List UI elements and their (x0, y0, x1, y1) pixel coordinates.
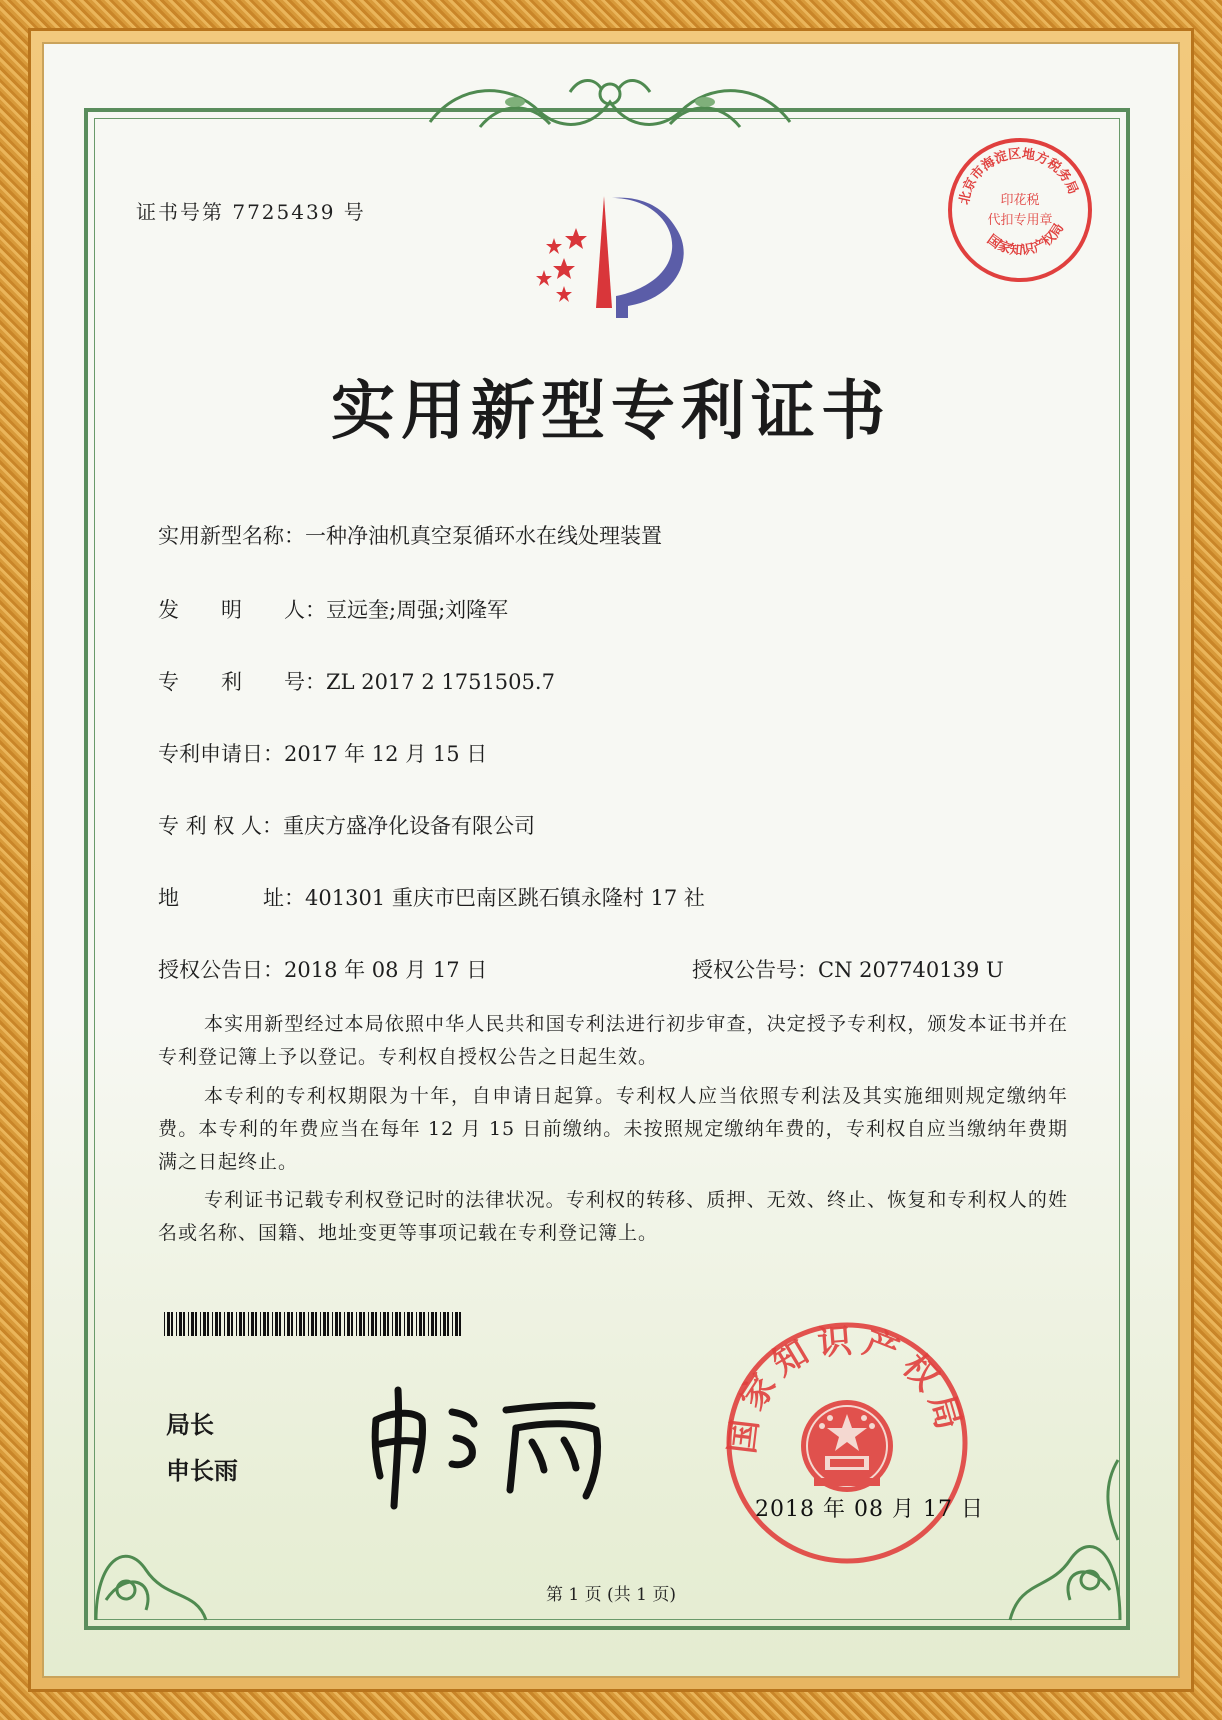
field-name-label: 实用新型名称： (158, 524, 305, 548)
barcode-bar (212, 1312, 213, 1336)
barcode-bar (315, 1312, 317, 1336)
field-grant-date-label: 授权公告日： (158, 958, 284, 982)
barcode-bar (335, 1312, 338, 1336)
certificate-number-label: 证书号第 (136, 200, 224, 224)
barcode-bar (275, 1312, 278, 1336)
body-paragraph-3: 专利证书记载专利权登记时的法律状况。专利权的转移、质押、无效、终止、恢复和专利权人的姓名或名称、国籍、地址变更等事项记载在专利登记簿上。 (158, 1189, 1068, 1244)
field-apply-date-value: 2017 年 12 月 15 日 (284, 742, 488, 766)
barcode-bar (236, 1312, 237, 1336)
barcode-bar (419, 1312, 422, 1336)
field-name (158, 520, 662, 550)
barcode-bar (191, 1312, 194, 1336)
barcode-bar (404, 1312, 405, 1336)
barcode-bar (167, 1312, 170, 1336)
barcode-bar (368, 1312, 369, 1336)
barcode-bar (291, 1312, 293, 1336)
barcode-bar (399, 1312, 401, 1336)
barcode-bar (195, 1312, 197, 1336)
field-address-value: 401301 重庆市巴南区跳石镇永隆村 17 社 (305, 886, 705, 910)
barcode-bar (371, 1312, 374, 1336)
barcode-bar (248, 1312, 249, 1336)
barcode-bar (423, 1312, 425, 1336)
barcode-bar (179, 1312, 182, 1336)
field-grant-date (158, 954, 487, 984)
tax-seal-center-1: 印花税 (1000, 193, 1040, 208)
barcode-bar (183, 1312, 185, 1336)
barcode-bar (339, 1312, 341, 1336)
director-title: 局长 (166, 1411, 214, 1439)
barcode-bar (207, 1312, 209, 1336)
barcode-bar (452, 1312, 453, 1336)
barcode-bar (323, 1312, 326, 1336)
field-grant-no-label: 授权公告号： (692, 958, 818, 982)
barcode-bar (243, 1312, 245, 1336)
cnipa-logo-icon (516, 188, 696, 328)
barcode-bar (435, 1312, 437, 1336)
field-name-value: 一种净油机真空泵循环水在线处理装置 (305, 524, 662, 548)
barcode-bar (351, 1312, 353, 1336)
field-apply-date-label: 专利申请日： (158, 742, 284, 766)
field-address (158, 882, 705, 912)
barcode-bar (344, 1312, 345, 1336)
barcode-bar (363, 1312, 365, 1336)
barcode-bar (176, 1312, 177, 1336)
barcode-bar (440, 1312, 441, 1336)
barcode-bar (327, 1312, 329, 1336)
field-patent-no (158, 666, 555, 696)
barcode-bar (267, 1312, 269, 1336)
barcode-bar (459, 1312, 461, 1336)
barcode-bar (375, 1312, 377, 1336)
barcode-bar (311, 1312, 314, 1336)
barcode-bar (320, 1312, 321, 1336)
barcode-bar (395, 1312, 398, 1336)
certificate-number-suffix: 号 (343, 200, 366, 224)
field-inventor-value: 豆远奎;周强;刘隆军 (326, 598, 509, 622)
barcode-bar (356, 1312, 357, 1336)
barcode-bar (443, 1312, 446, 1336)
barcode-bar (407, 1312, 410, 1336)
field-apply-date (158, 738, 487, 768)
body-paragraph-2: 本专利的专利权期限为十年，自申请日起算。专利权人应当依照专利法及其实施细则规定缴纳年费。本专利的年费应当在每年 12 月 15 日前缴纳。未按照规定缴纳年费的，专利权自应当缴纳年费期满之日起终止。 (158, 1085, 1068, 1173)
barcode-bar (347, 1312, 350, 1336)
barcode-bar (308, 1312, 309, 1336)
field-inventor-label: 发 明 人： (158, 598, 326, 622)
certificate-number (136, 196, 366, 225)
tax-seal-stamp-icon (944, 134, 1096, 286)
barcode-bar (332, 1312, 333, 1336)
barcode-bar (299, 1312, 302, 1336)
director-name: 申长雨 (166, 1457, 238, 1485)
field-owner (158, 810, 535, 840)
barcode-bar (203, 1312, 206, 1336)
field-grant-no-value: CN 207740139 U (818, 958, 1004, 982)
barcode-bar (164, 1312, 165, 1336)
field-patent-no-label: 专 利 号： (158, 670, 326, 694)
barcode-bar (219, 1312, 221, 1336)
barcode-icon (164, 1312, 466, 1336)
field-owner-label: 专 利 权 人： (158, 814, 284, 838)
barcode-bar (263, 1312, 266, 1336)
field-grant-no (692, 954, 1004, 984)
field-patent-no-value: ZL 2017 2 1751505.7 (326, 670, 555, 694)
barcode-bar (431, 1312, 434, 1336)
seal-ring-text: 国家知识产权局 (722, 1320, 971, 1456)
barcode-bar (251, 1312, 254, 1336)
barcode-bar (224, 1312, 225, 1336)
barcode-bar (296, 1312, 297, 1336)
page-number: 第 1 页 (共 1 页) (546, 1585, 676, 1605)
tax-seal-center-2: 代扣专用章 (987, 213, 1053, 228)
barcode-bar (272, 1312, 273, 1336)
barcode-bar (428, 1312, 429, 1336)
tax-seal-ring-text: 北京市海淀区地方税务局 (957, 146, 1081, 206)
barcode-bar (392, 1312, 393, 1336)
barcode-bar (387, 1312, 389, 1336)
barcode-bar (171, 1312, 173, 1336)
barcode-bar (416, 1312, 417, 1336)
barcode-bar (284, 1312, 285, 1336)
field-inventor (158, 594, 508, 624)
barcode-bar (260, 1312, 261, 1336)
field-address-label: 地 址： (158, 886, 305, 910)
barcode-bar (255, 1312, 257, 1336)
cnipa-official-seal-icon (722, 1318, 972, 1568)
director-block (166, 1402, 238, 1494)
field-owner-value: 重庆方盛净化设备有限公司 (283, 814, 536, 838)
barcode-bar (411, 1312, 413, 1336)
handwritten-signature-icon (356, 1380, 626, 1510)
corner-ornament-left-icon (86, 1480, 216, 1630)
body-paragraph-1: 本实用新型经过本局依照中华人民共和国专利法进行初步审查，决定授予专利权，颁发本证书并在专利登记簿上予以登记。专利权自授权公告之日起生效。 (158, 1013, 1068, 1068)
top-ornament-icon (420, 72, 800, 142)
barcode-bar (455, 1312, 458, 1336)
barcode-bar (287, 1312, 290, 1336)
barcode-bar (303, 1312, 305, 1336)
barcode-bar (231, 1312, 233, 1336)
barcode-bar (227, 1312, 230, 1336)
barcode-bar (359, 1312, 362, 1336)
tax-seal-bottom-text: 国家知识产权局 (983, 220, 1068, 259)
seal-date: 2018 年 08 月 17 日 (755, 1497, 984, 1522)
barcode-bar (239, 1312, 242, 1336)
barcode-bar (215, 1312, 218, 1336)
certificate-number-value: 7725439 (232, 200, 336, 224)
barcode-bar (279, 1312, 281, 1336)
barcode-bar (380, 1312, 381, 1336)
field-grant-date-value: 2018 年 08 月 17 日 (284, 958, 488, 982)
barcode-bar (447, 1312, 449, 1336)
barcode-bar (383, 1312, 386, 1336)
barcode-bar (188, 1312, 189, 1336)
certificate-title: 实用新型专利证书 (331, 374, 891, 449)
barcode-bar (200, 1312, 201, 1336)
